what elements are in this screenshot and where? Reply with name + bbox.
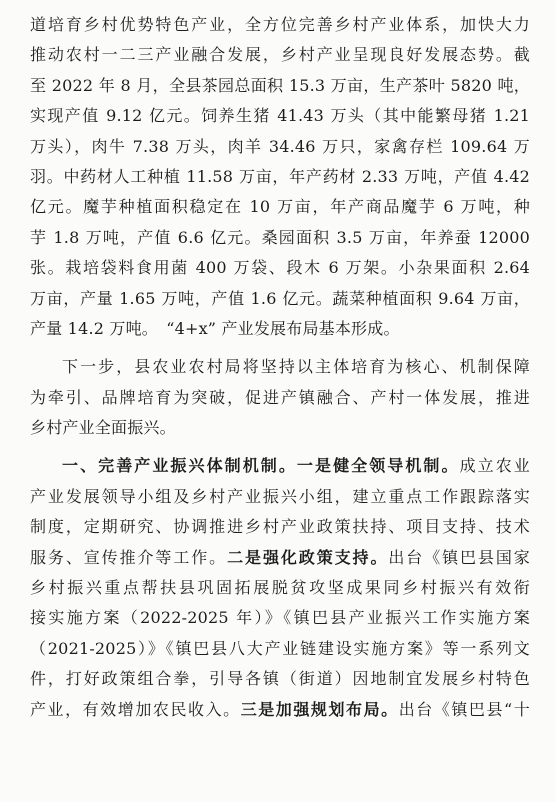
text-line	[30, 695, 530, 725]
subsection-heading: 二是强化政策支持。	[227, 547, 389, 567]
text-line: 张。栽培袋料食用菌 400 万袋、段木 6 万架。小杂果面积 2.64	[30, 258, 530, 278]
text-run: 出台《镇巴县“十	[398, 699, 530, 719]
section-heading: 一、完善产业振兴体制机制。	[62, 456, 297, 476]
text-line: 芋 1.8 万吨，产值 6.6 亿元。桑园面积 3.5 万亩，年养蚕 12000	[30, 227, 530, 247]
document-body	[30, 10, 530, 725]
text-run: 服务、宣传推介等工作。	[30, 547, 228, 567]
text-line	[30, 451, 530, 481]
paragraph-gap	[30, 344, 530, 352]
text-line: 道培育乡村优势特色产业，全方位完善乡村产业体系，加快大力	[30, 15, 530, 34]
text-run: 出台《镇巴县国家	[388, 547, 530, 567]
text-line: 羽。中药材人工种植 11.58 万亩，年产药材 2.33 万吨，产值 4.42	[30, 166, 530, 186]
text-line: 万头），肉牛 7.38 万头，肉羊 34.46 万只，家禽存栏 109.64 万	[30, 136, 530, 156]
subsection-heading: 一是健全领导机制。	[296, 456, 460, 476]
text-line: 件，打好政策组合拳，引导各镇（街道）因地制宜发展乡村特色	[30, 669, 530, 689]
text-line: 接实施方案（2022-2025 年）》《镇巴县产业振兴工作实施方案	[30, 608, 530, 628]
paragraph-statistics	[30, 10, 530, 344]
text-line: 产业发展领导小组及乡村产业振兴小组，建立重点工作跟踪落实	[30, 486, 530, 506]
text-line: 为牵引、品牌培育为突破，促进产镇融合、产村一体发展，推进	[30, 387, 530, 407]
text-line: 下一步，县农业农村局将坚持以主体培育为核心、机制保障	[62, 357, 530, 377]
text-line: 实现产值 9.12 亿元。饲养生猪 41.43 万头（其中能繁母猪 1.21	[30, 106, 530, 126]
text-line: 乡村产业全面振兴。	[30, 418, 176, 438]
text-line: 万亩，产量 1.65 万吨，产值 1.6 亿元。蔬菜种植面积 9.64 万亩，	[30, 288, 530, 308]
text-line: 亿元。魔芋种植面积稳定在 10 万亩，年产商品魔芋 6 万吨，种	[30, 197, 530, 217]
text-line: 至 2022 年 8 月，全县茶园总面积 15.3 万亩，生产茶叶 5820 吨，	[30, 75, 530, 95]
text-line	[30, 543, 530, 573]
text-line: 制度，定期研究、协调推进乡村产业政策扶持、项目支持、技术	[30, 517, 530, 537]
text-line: 产量 14.2 万吨。 “4+x” 产业发展布局基本形成。	[30, 318, 400, 338]
text-run: 产业，有效增加农民收入。	[30, 699, 241, 719]
paragraph-next-steps	[30, 352, 530, 443]
text-line: 乡村振兴重点帮扶县巩固拓展脱贫攻坚成果同乡村振兴有效衔	[30, 578, 530, 598]
subsection-heading: 三是加强规划布局。	[240, 699, 399, 719]
text-run: 成立农业	[459, 456, 530, 476]
text-line: 推动农村一二三产业融合发展，乡村产业呈现良好发展态势。截	[30, 45, 530, 65]
paragraph-mechanism	[30, 451, 530, 725]
text-line: （2021-2025）》《镇巴县八大产业链建设实施方案》等一系列文	[30, 638, 530, 658]
paragraph-gap	[30, 443, 530, 451]
